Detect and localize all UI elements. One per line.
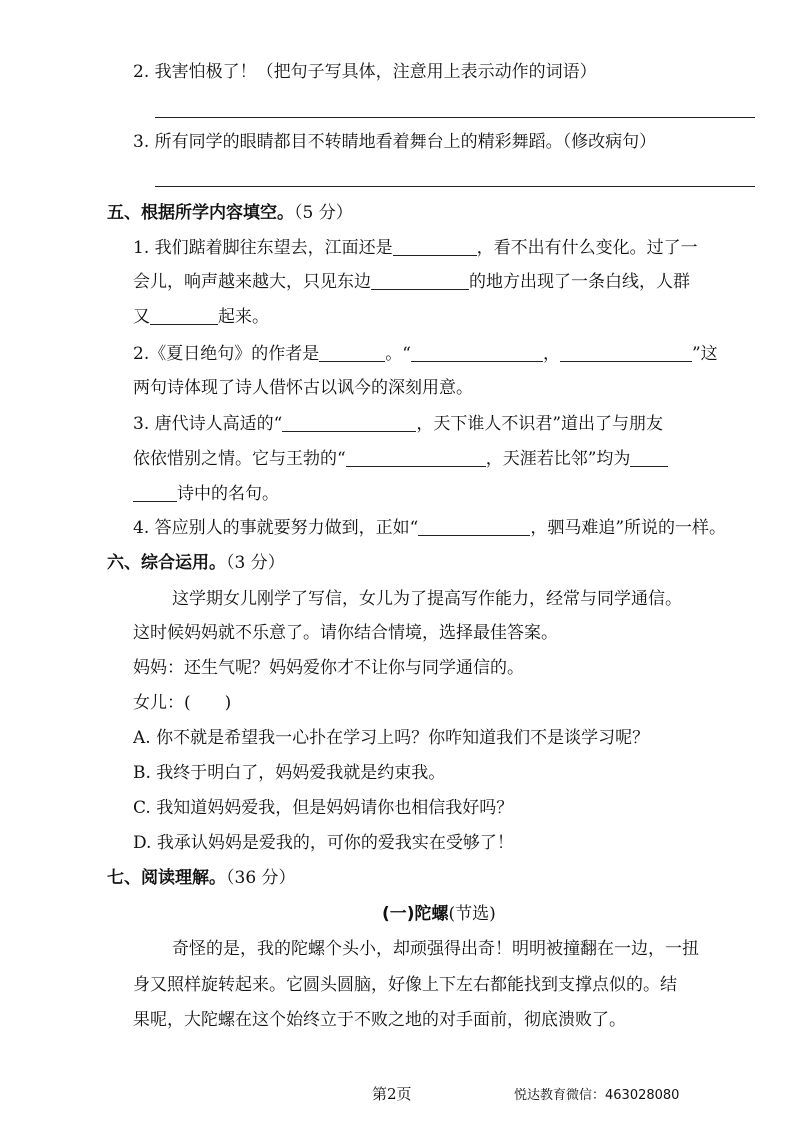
s7-heading-text: 七、阅读理解。 bbox=[107, 868, 226, 888]
text: 4. 答应别人的事就要努力做到，正如“ bbox=[133, 518, 419, 538]
s5-q4-line1 bbox=[133, 516, 726, 540]
s5-q1-line1 bbox=[133, 236, 698, 260]
text: 诗中的名句。 bbox=[177, 484, 279, 504]
text: 起来。 bbox=[218, 307, 269, 327]
blank-field[interactable] bbox=[393, 237, 477, 256]
s5-q1-line2 bbox=[133, 270, 690, 294]
s5-heading-text: 五、根据所学内容填空。 bbox=[107, 203, 294, 223]
s6-heading bbox=[107, 551, 285, 575]
blank-field[interactable] bbox=[630, 448, 668, 467]
text: ”这 bbox=[691, 344, 718, 364]
s5-q3-line3 bbox=[133, 482, 279, 506]
s5-q2-line2: 两句诗体现了诗人借怀古以讽今的深刻用意。 bbox=[133, 378, 473, 398]
wechat-contact: 悦达教育微信：463028080 bbox=[514, 1088, 680, 1103]
passage-line-1: 奇怪的是，我的陀螺个头小，却顽强得出奇！明明被撞翻在一边，一扭 bbox=[172, 939, 699, 959]
s6-option-b[interactable]: B. 我终于明白了，妈妈爱我就是约束我。 bbox=[133, 763, 446, 783]
s4-q2-answer-line[interactable] bbox=[155, 117, 755, 118]
text: 依依惜别之情。它与王勃的“ bbox=[133, 449, 346, 469]
s6-mom-line: 妈妈：还生气呢？妈妈爱你才不让你与同学通信的。 bbox=[133, 658, 524, 678]
text: 1. 我们踮着脚往东望去，江面还是 bbox=[133, 238, 393, 258]
blank-field[interactable] bbox=[150, 306, 218, 325]
blank-field[interactable] bbox=[371, 271, 469, 290]
text: ，看不出有什么变化。过了一 bbox=[476, 238, 698, 258]
passage-title bbox=[382, 902, 496, 926]
s7-heading bbox=[107, 866, 296, 890]
s5-heading bbox=[107, 201, 353, 225]
s4-q3-answer-line[interactable] bbox=[155, 186, 755, 187]
blank-field[interactable] bbox=[418, 517, 530, 536]
blank-field[interactable] bbox=[319, 343, 385, 362]
s6-points: （3 分） bbox=[226, 553, 285, 573]
blank-field[interactable] bbox=[411, 343, 543, 362]
text: 的地方出现了一条白线，人群 bbox=[469, 272, 690, 292]
text: ，驷马难追”所说的一样。 bbox=[530, 518, 727, 538]
s5-q3-line1 bbox=[133, 412, 663, 436]
text: ，天涯若比邻”均为 bbox=[485, 449, 631, 469]
s6-option-c[interactable]: C. 我知道妈妈爱我，但是妈妈请你也相信我好吗？ bbox=[133, 798, 514, 818]
passage-line-3: 果呢，大陀螺在这个始终立于不败之地的对手面前，彻底溃败了。 bbox=[133, 1010, 626, 1030]
text: ，天下谁人不识君”道出了与朋友 bbox=[416, 414, 664, 434]
text: 。“ bbox=[385, 344, 411, 364]
s6-option-d[interactable]: D. 我承认妈妈是爱我的，可你的爱我实在受够了！ bbox=[133, 833, 514, 853]
passage-title-text: (一)陀螺 bbox=[382, 904, 449, 924]
s6-daughter-line[interactable]: 女儿：( ) bbox=[133, 693, 232, 713]
text: 2.《夏日绝句》的作者是 bbox=[133, 344, 320, 364]
s6-heading-text: 六、综合运用。 bbox=[107, 553, 226, 573]
passage-title-sub: (节选) bbox=[448, 904, 496, 924]
s6-para-2: 这时候妈妈就不乐意了。请你结合情境，选择最佳答案。 bbox=[133, 623, 558, 643]
passage-line-2: 身又照样旋转起来。它圆头圆脑，好像上下左右都能找到支撑点似的。结 bbox=[133, 975, 677, 995]
s4-q2-text: 2. 我害怕极了！（把句子写具体，注意用上表示动作的词语） bbox=[133, 62, 597, 82]
text: 会儿，响声越来越大，只见东边 bbox=[133, 272, 371, 292]
s5-q3-line2 bbox=[133, 447, 668, 471]
s6-para-1: 这学期女儿刚学了写信，女儿为了提高写作能力，经常与同学通信。 bbox=[172, 589, 682, 609]
blank-field[interactable] bbox=[282, 413, 416, 432]
text: 又 bbox=[133, 307, 150, 327]
page-number: 第2页 bbox=[372, 1085, 412, 1103]
blank-field[interactable] bbox=[133, 483, 177, 502]
blank-field[interactable] bbox=[346, 448, 486, 467]
s4-q3-text: 3. 所有同学的眼睛都目不转睛地看着舞台上的精彩舞蹈。（修改病句） bbox=[133, 132, 657, 152]
s5-q2-line1 bbox=[133, 342, 718, 366]
s5-q1-line3 bbox=[133, 305, 269, 329]
text: 3. 唐代诗人高适的“ bbox=[133, 414, 283, 434]
text: ， bbox=[542, 344, 560, 364]
s7-points: （36 分） bbox=[226, 868, 296, 888]
blank-field[interactable] bbox=[560, 343, 692, 362]
s5-points: （5 分） bbox=[294, 203, 353, 223]
s6-option-a[interactable]: A. 你不就是希望我一心扑在学习上吗？你咋知道我们不是谈学习呢？ bbox=[133, 728, 650, 748]
